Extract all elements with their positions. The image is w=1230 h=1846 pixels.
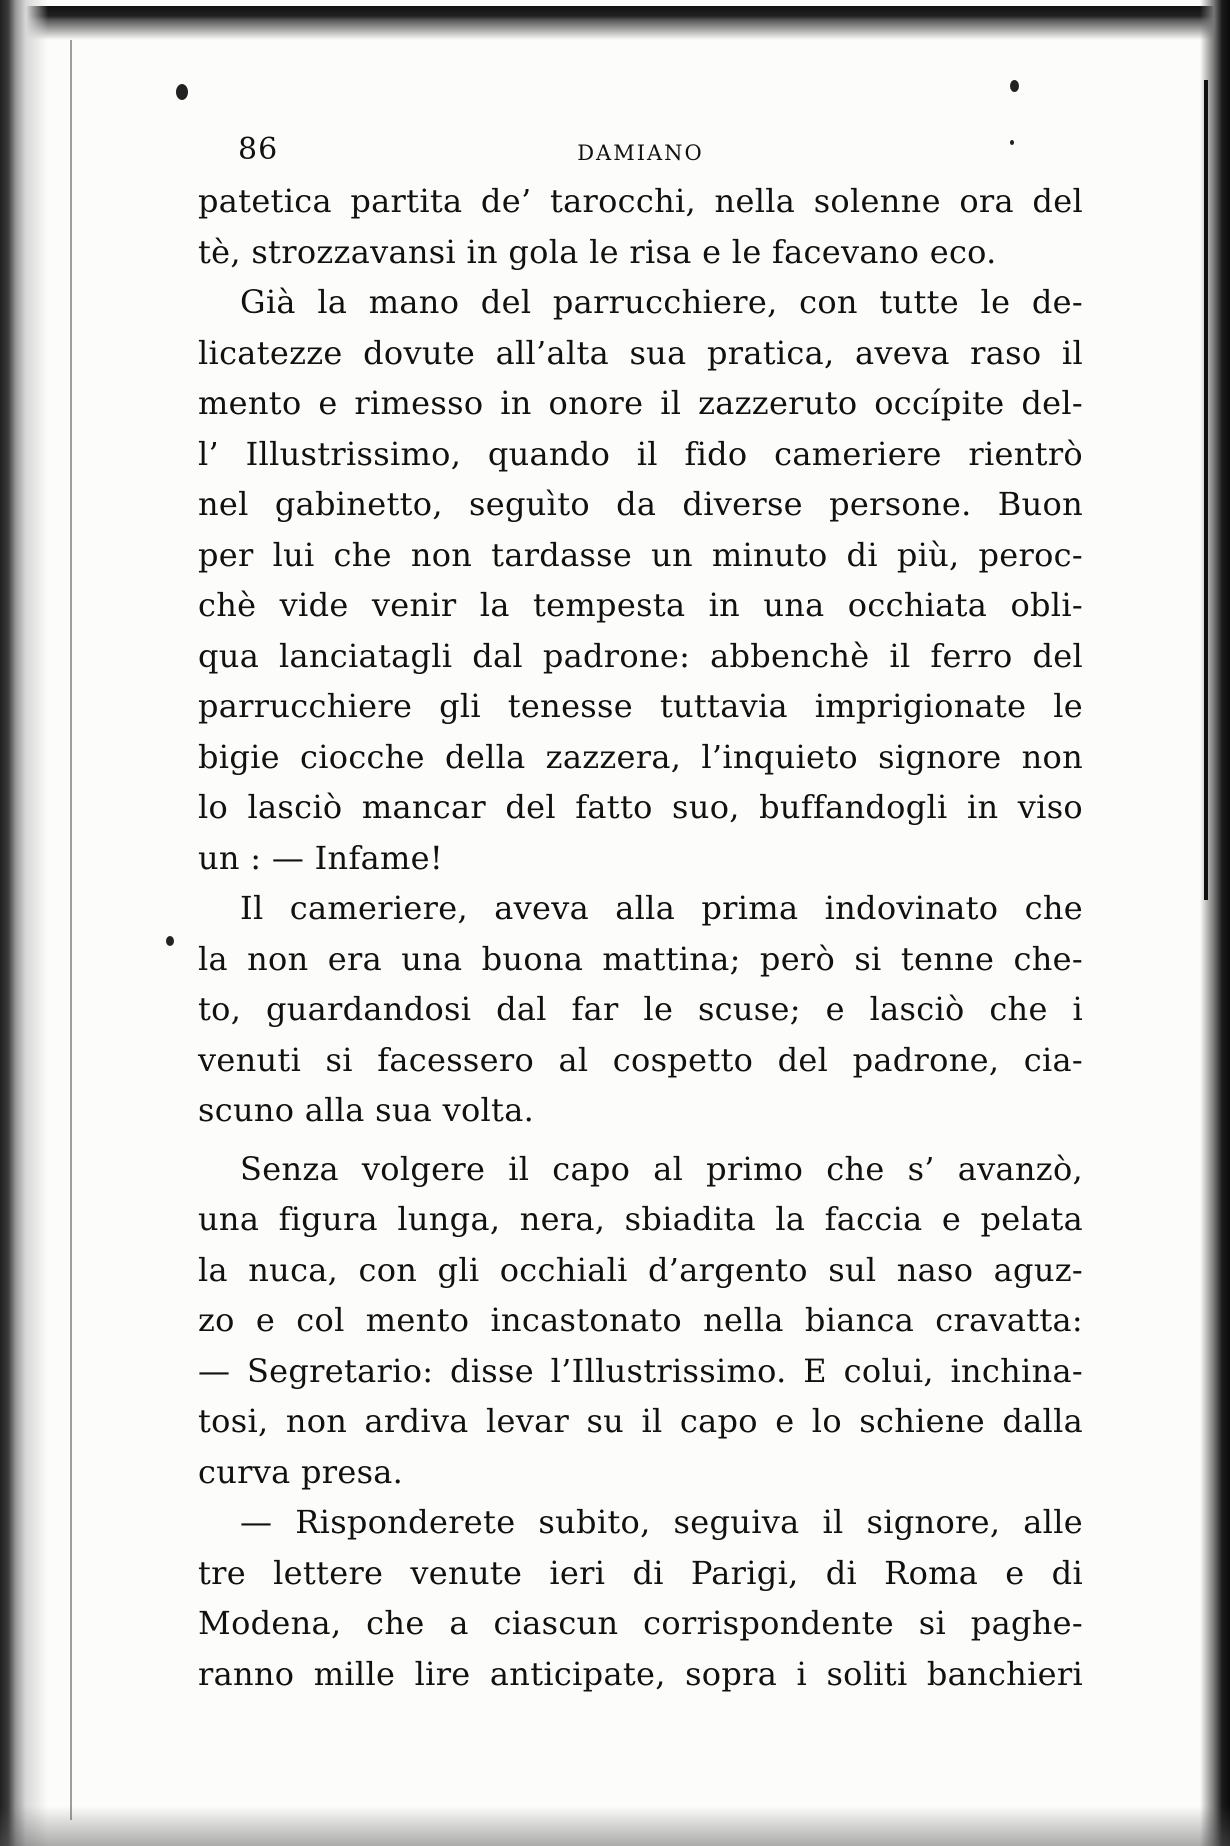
text-line: parrucchiere gli tenesse tuttavia imprigionate le xyxy=(198,687,1083,725)
text-line: chè vide venir la tempesta in una occhiata obli- xyxy=(198,586,1083,624)
text-line: tè, strozzavansi in gola le risa e le facevano eco. xyxy=(198,232,997,271)
text-line: tre lettere venute ieri di Parigi, di Roma e di xyxy=(198,1553,1083,1592)
paragraph xyxy=(198,1497,1083,1699)
text-line: zo e col mento incastonato nella bianca cravatta: xyxy=(198,1301,1083,1339)
book-page xyxy=(198,130,1083,1699)
text-line: lo lasciò mancar del fatto suo, buffandogli in viso xyxy=(198,788,1083,826)
text-line: — Risponderete subito, seguiva il signore, alle xyxy=(240,1503,1083,1541)
page-number: 86 xyxy=(238,132,279,167)
running-title: DAMIANO xyxy=(577,141,704,165)
page-edge-right-mark xyxy=(1204,80,1208,900)
text-line: mento e rimesso in onore il zazzeruto occípite del- xyxy=(198,384,1083,422)
text-line: Il cameriere, aveva alla prima indovinato che xyxy=(240,889,1083,927)
text-line: ranno mille lire anticipate, sopra i soliti banchieri xyxy=(198,1654,1083,1693)
ink-speck xyxy=(166,936,174,946)
page-edge-left xyxy=(0,0,48,1846)
text-line: tosi, non ardiva levar su il capo e lo schiene dalla xyxy=(198,1402,1083,1440)
text-line: la nuca, con gli occhiali d’argento sul naso aguz- xyxy=(198,1250,1083,1289)
text-line: una figura lunga, nera, sbiadita la faccia e pelata xyxy=(198,1200,1083,1238)
paragraph xyxy=(198,277,1083,883)
text-line: curva presa. xyxy=(198,1452,404,1491)
paragraph xyxy=(198,883,1083,1136)
text-line: bigie ciocche della zazzera, l’inquieto signore non xyxy=(198,737,1083,776)
text-line: Già la mano del parrucchiere, con tutte le de- xyxy=(240,283,1083,321)
text-line: l’ Illustrissimo, quando il fido cameriere rientrò xyxy=(198,434,1083,473)
page-edge-top xyxy=(10,6,1220,40)
text-line: nel gabinetto, seguìto da diverse persone. Buon xyxy=(198,485,1083,523)
text-line: un : — Infame! xyxy=(198,838,444,877)
text-line: scuno alla sua volta. xyxy=(198,1091,535,1129)
ink-speck xyxy=(176,84,188,100)
text-line: la non era una buona mattina; però si tenne che- xyxy=(198,939,1083,978)
text-line: Senza volgere il capo al primo che s’ avanzò, xyxy=(240,1149,1083,1188)
paragraph xyxy=(198,176,1083,277)
running-head xyxy=(198,130,1083,174)
ink-speck xyxy=(1010,80,1019,92)
paragraph xyxy=(198,1144,1083,1498)
text-line: to, guardandosi dal far le scuse; e lasciò che i xyxy=(198,990,1083,1028)
text-line: Modena, che a ciascun corrispondente si paghe- xyxy=(198,1604,1083,1642)
body-text xyxy=(198,176,1083,1699)
text-line: patetica partita de’ tarocchi, nella solenne ora del xyxy=(198,182,1083,220)
page-edge-bottom xyxy=(0,1806,1230,1846)
text-line: licatezze dovute all’alta sua pratica, aveva raso il xyxy=(198,333,1083,372)
paragraph-gap xyxy=(198,1136,1083,1144)
text-line: — Segretario: disse l’Illustrissimo. E colui, inchina- xyxy=(198,1351,1083,1390)
page-fold-line xyxy=(70,40,72,1820)
text-line: qua lanciatagli dal padrone: abbenchè il ferro del xyxy=(198,636,1083,675)
text-line: per lui che non tardasse un minuto di più, peroc- xyxy=(198,535,1083,574)
text-line: venuti si facessero al cospetto del padrone, cia- xyxy=(198,1040,1083,1079)
